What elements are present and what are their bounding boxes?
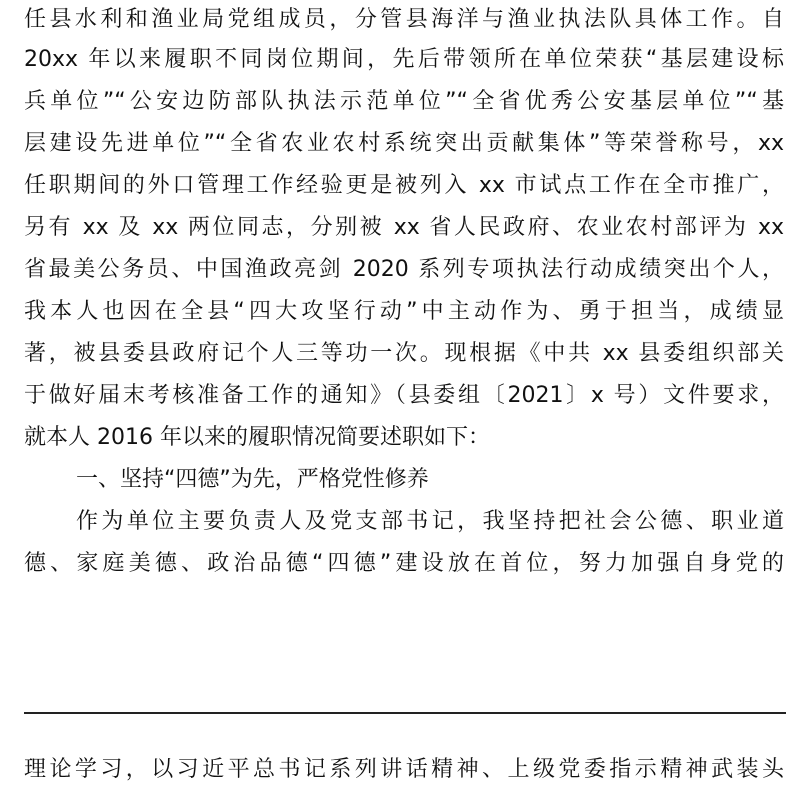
- next-page-text-line: 理论学习，以习近平总书记系列讲话精神、上级党委指示精神武装头: [24, 757, 784, 782]
- body-text-line: 任职期间的外口管理工作经验更是被列入 xx 市试点工作在全市推广，: [24, 173, 784, 198]
- body-text-line: 著，被县委县政府记个人三等功一次。现根据《中共 xx 县委组织部关: [24, 341, 784, 366]
- body-text-line: 作为单位主要负责人及党支部书记，我坚持把社会公德、职业道: [76, 509, 784, 534]
- body-text-line: 于做好届末考核准备工作的通知》（县委组〔2021〕x 号）文件要求，: [24, 383, 784, 408]
- body-text-line: 就本人 2016 年以来的履职情况简要述职如下：: [24, 425, 490, 450]
- body-text-line: 任县水利和渔业局党组成员，分管县海洋与渔业执法队具体工作。自: [24, 7, 784, 32]
- section-heading: 一、坚持“四德”为先，严格党性修养: [76, 467, 429, 492]
- body-text-line: 20xx 年以来履职不同岗位期间，先后带领所在单位荣获“基层建设标: [24, 47, 784, 72]
- body-text-line: 德、家庭美德、政治品德“四德”建设放在首位，努力加强自身党的: [24, 551, 784, 576]
- body-text-line: 兵单位”“公安边防部队执法示范单位”“全省优秀公安基层单位”“基: [24, 89, 784, 114]
- body-text-line: 层建设先进单位”“全省农业农村系统突出贡献集体”等荣誉称号，xx: [24, 131, 784, 156]
- page-divider: [24, 712, 786, 714]
- body-text-line: 另有 xx 及 xx 两位同志，分别被 xx 省人民政府、农业农村部评为 xx: [24, 215, 784, 240]
- body-text-line: 我本人也因在全县“四大攻坚行动”中主动作为、勇于担当，成绩显: [24, 299, 784, 324]
- body-text-line: 省最美公务员、中国渔政亮剑 2020 系列专项执法行动成绩突出个人，: [24, 257, 784, 282]
